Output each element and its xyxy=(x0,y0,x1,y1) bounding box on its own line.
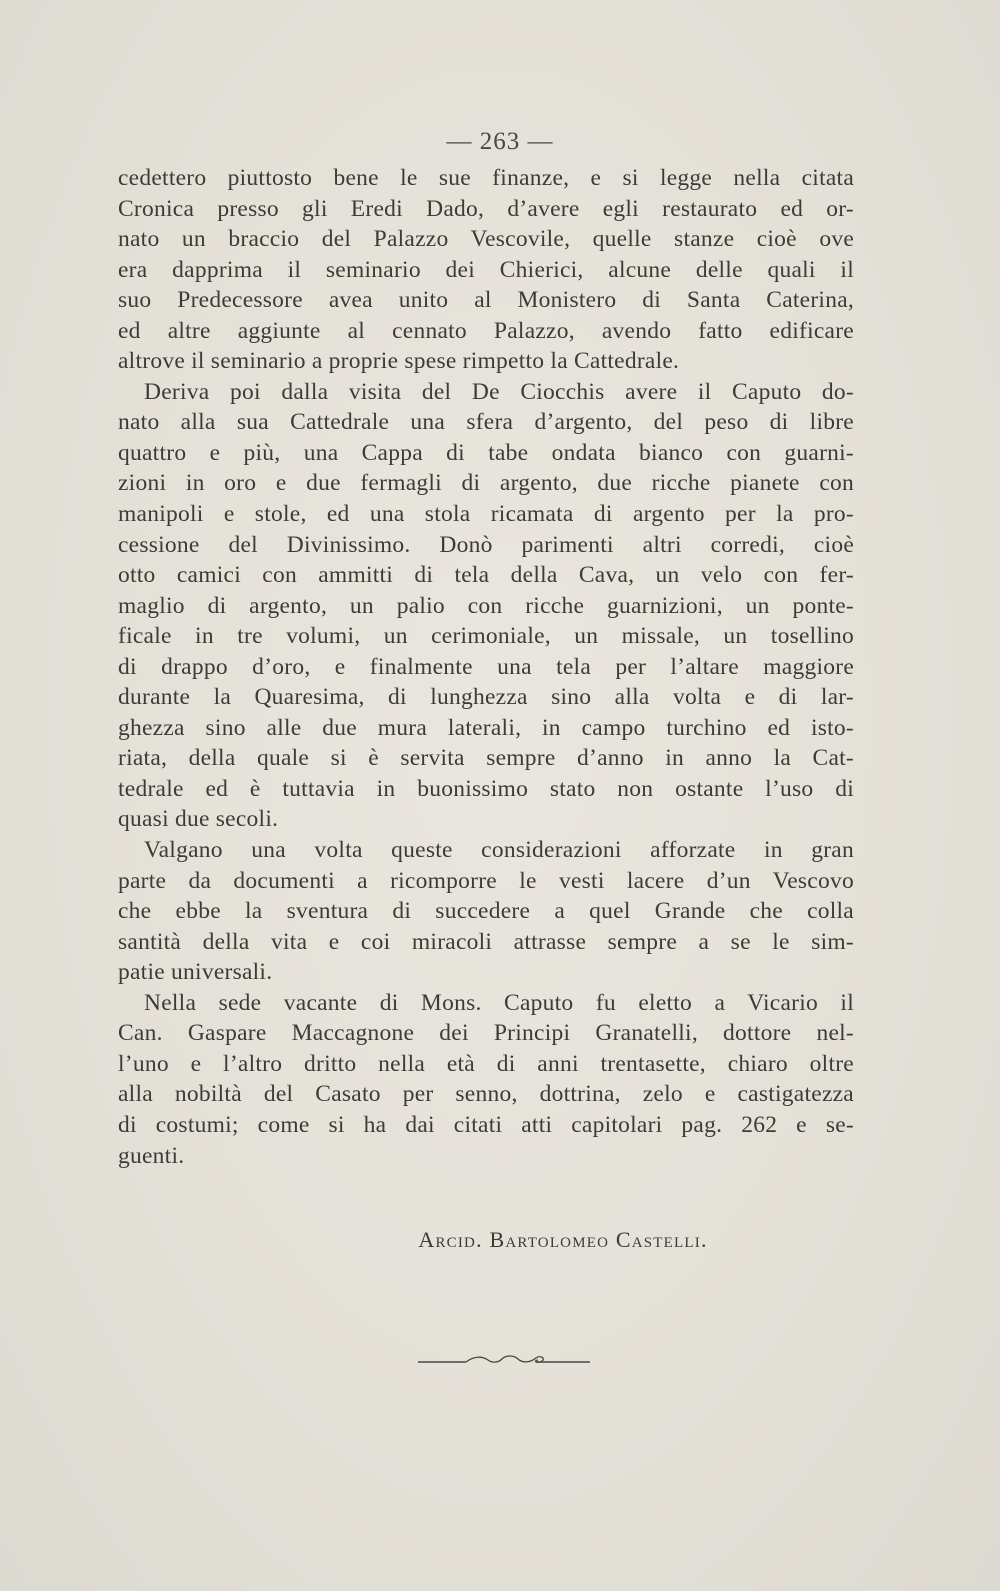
body-text xyxy=(118,163,854,1171)
text-line: riata, della quale si è servita sempre d’anno in anno la Cat- xyxy=(118,745,854,772)
text-line: altrove il seminario a proprie spese rimpetto la Cattedrale. xyxy=(118,348,680,375)
text-line: ficale in tre volumi, un cerimoniale, un missale, un tosellino xyxy=(118,623,854,650)
page-number: — 263 — xyxy=(446,128,554,155)
text-line: Can. Gaspare Maccagnone dei Principi Granatelli, dottore nel- xyxy=(118,1020,854,1047)
text-line: otto camici con ammitti di tela della Cava, un velo con fer- xyxy=(118,562,854,589)
text-line: era dapprima il seminario dei Chierici, alcune delle quali il xyxy=(118,256,854,283)
paragraph xyxy=(118,835,854,988)
text-line: nato alla sua Cattedrale una sfera d’argento, del peso di libre xyxy=(118,409,854,436)
text-line: santità della vita e coi miracoli attrasse sempre a se le sim- xyxy=(118,928,854,955)
text-line: ed altre aggiunte al cennato Palazzo, avendo fatto edificare xyxy=(118,317,854,344)
text-line: durante la Quaresima, di lunghezza sino alla volta e di lar- xyxy=(118,684,854,711)
text-line: quattro e più, una Cappa di tabe ondata bianco con guarni- xyxy=(118,439,854,466)
text-line: patie universali. xyxy=(118,959,273,986)
text-line: che ebbe la sventura di succedere a quel Grande che colla xyxy=(118,898,854,925)
text-line: cedettero piuttosto bene le sue finanze, e si legge nella citata xyxy=(118,165,854,191)
text-line: di drappo d’oro, e finalmente una tela per l’altare maggiore xyxy=(118,653,854,680)
text-line: zioni in oro e due fermagli di argento, due ricche pianete con xyxy=(118,470,854,497)
text-line: Nella sede vacante di Mons. Caputo fu eletto a Vicario il xyxy=(144,989,854,1016)
text-line: parte da documenti a ricomporre le vesti lacere d’un Vescovo xyxy=(118,867,854,894)
text-line: Valgano una volta queste considerazioni afforzate in gran xyxy=(144,837,854,864)
paragraph xyxy=(118,988,854,1171)
text-line: manipoli e stole, ed una stola ricamata di argento per la pro- xyxy=(118,501,854,528)
text-line: maglio di argento, un palio con ricche guarnizioni, un ponte- xyxy=(118,592,854,619)
text-line: Deriva poi dalla visita del De Ciocchis avere il Caputo do- xyxy=(144,378,854,405)
ornamental-rule xyxy=(418,1352,590,1366)
text-line: suo Predecessore avea unito al Monistero di Santa Caterina, xyxy=(118,287,854,314)
text-line: cessione del Divinissimo. Donò parimenti altri corredi, cioè xyxy=(118,531,854,558)
text-line: tedrale ed è tuttavia in buonissimo stato non ostante l’uso di xyxy=(118,775,854,802)
text-line: l’uno e l’altro dritto nella età di anni trentasette, chiaro oltre xyxy=(118,1050,854,1077)
text-line: Cronica presso gli Eredi Dado, d’avere egli restaurato ed or- xyxy=(118,195,854,222)
text-line: ghezza sino alle due mura laterali, in campo turchino ed isto- xyxy=(118,714,854,741)
text-line: nato un braccio del Palazzo Vescovile, quelle stanze cioè ove xyxy=(118,226,854,253)
paragraph xyxy=(118,377,854,835)
text-line: guenti. xyxy=(118,1142,185,1169)
text-line: quasi due secoli. xyxy=(118,806,279,833)
text-line: alla nobiltà del Casato per senno, dottrina, zelo e castigatezza xyxy=(118,1081,854,1108)
text-line: di costumi; come si ha dai citati atti capitolari pag. 262 e se- xyxy=(118,1111,854,1138)
author-signature: Arcid. Bartolomeo Castelli. xyxy=(418,1227,708,1252)
paragraph xyxy=(118,163,854,377)
